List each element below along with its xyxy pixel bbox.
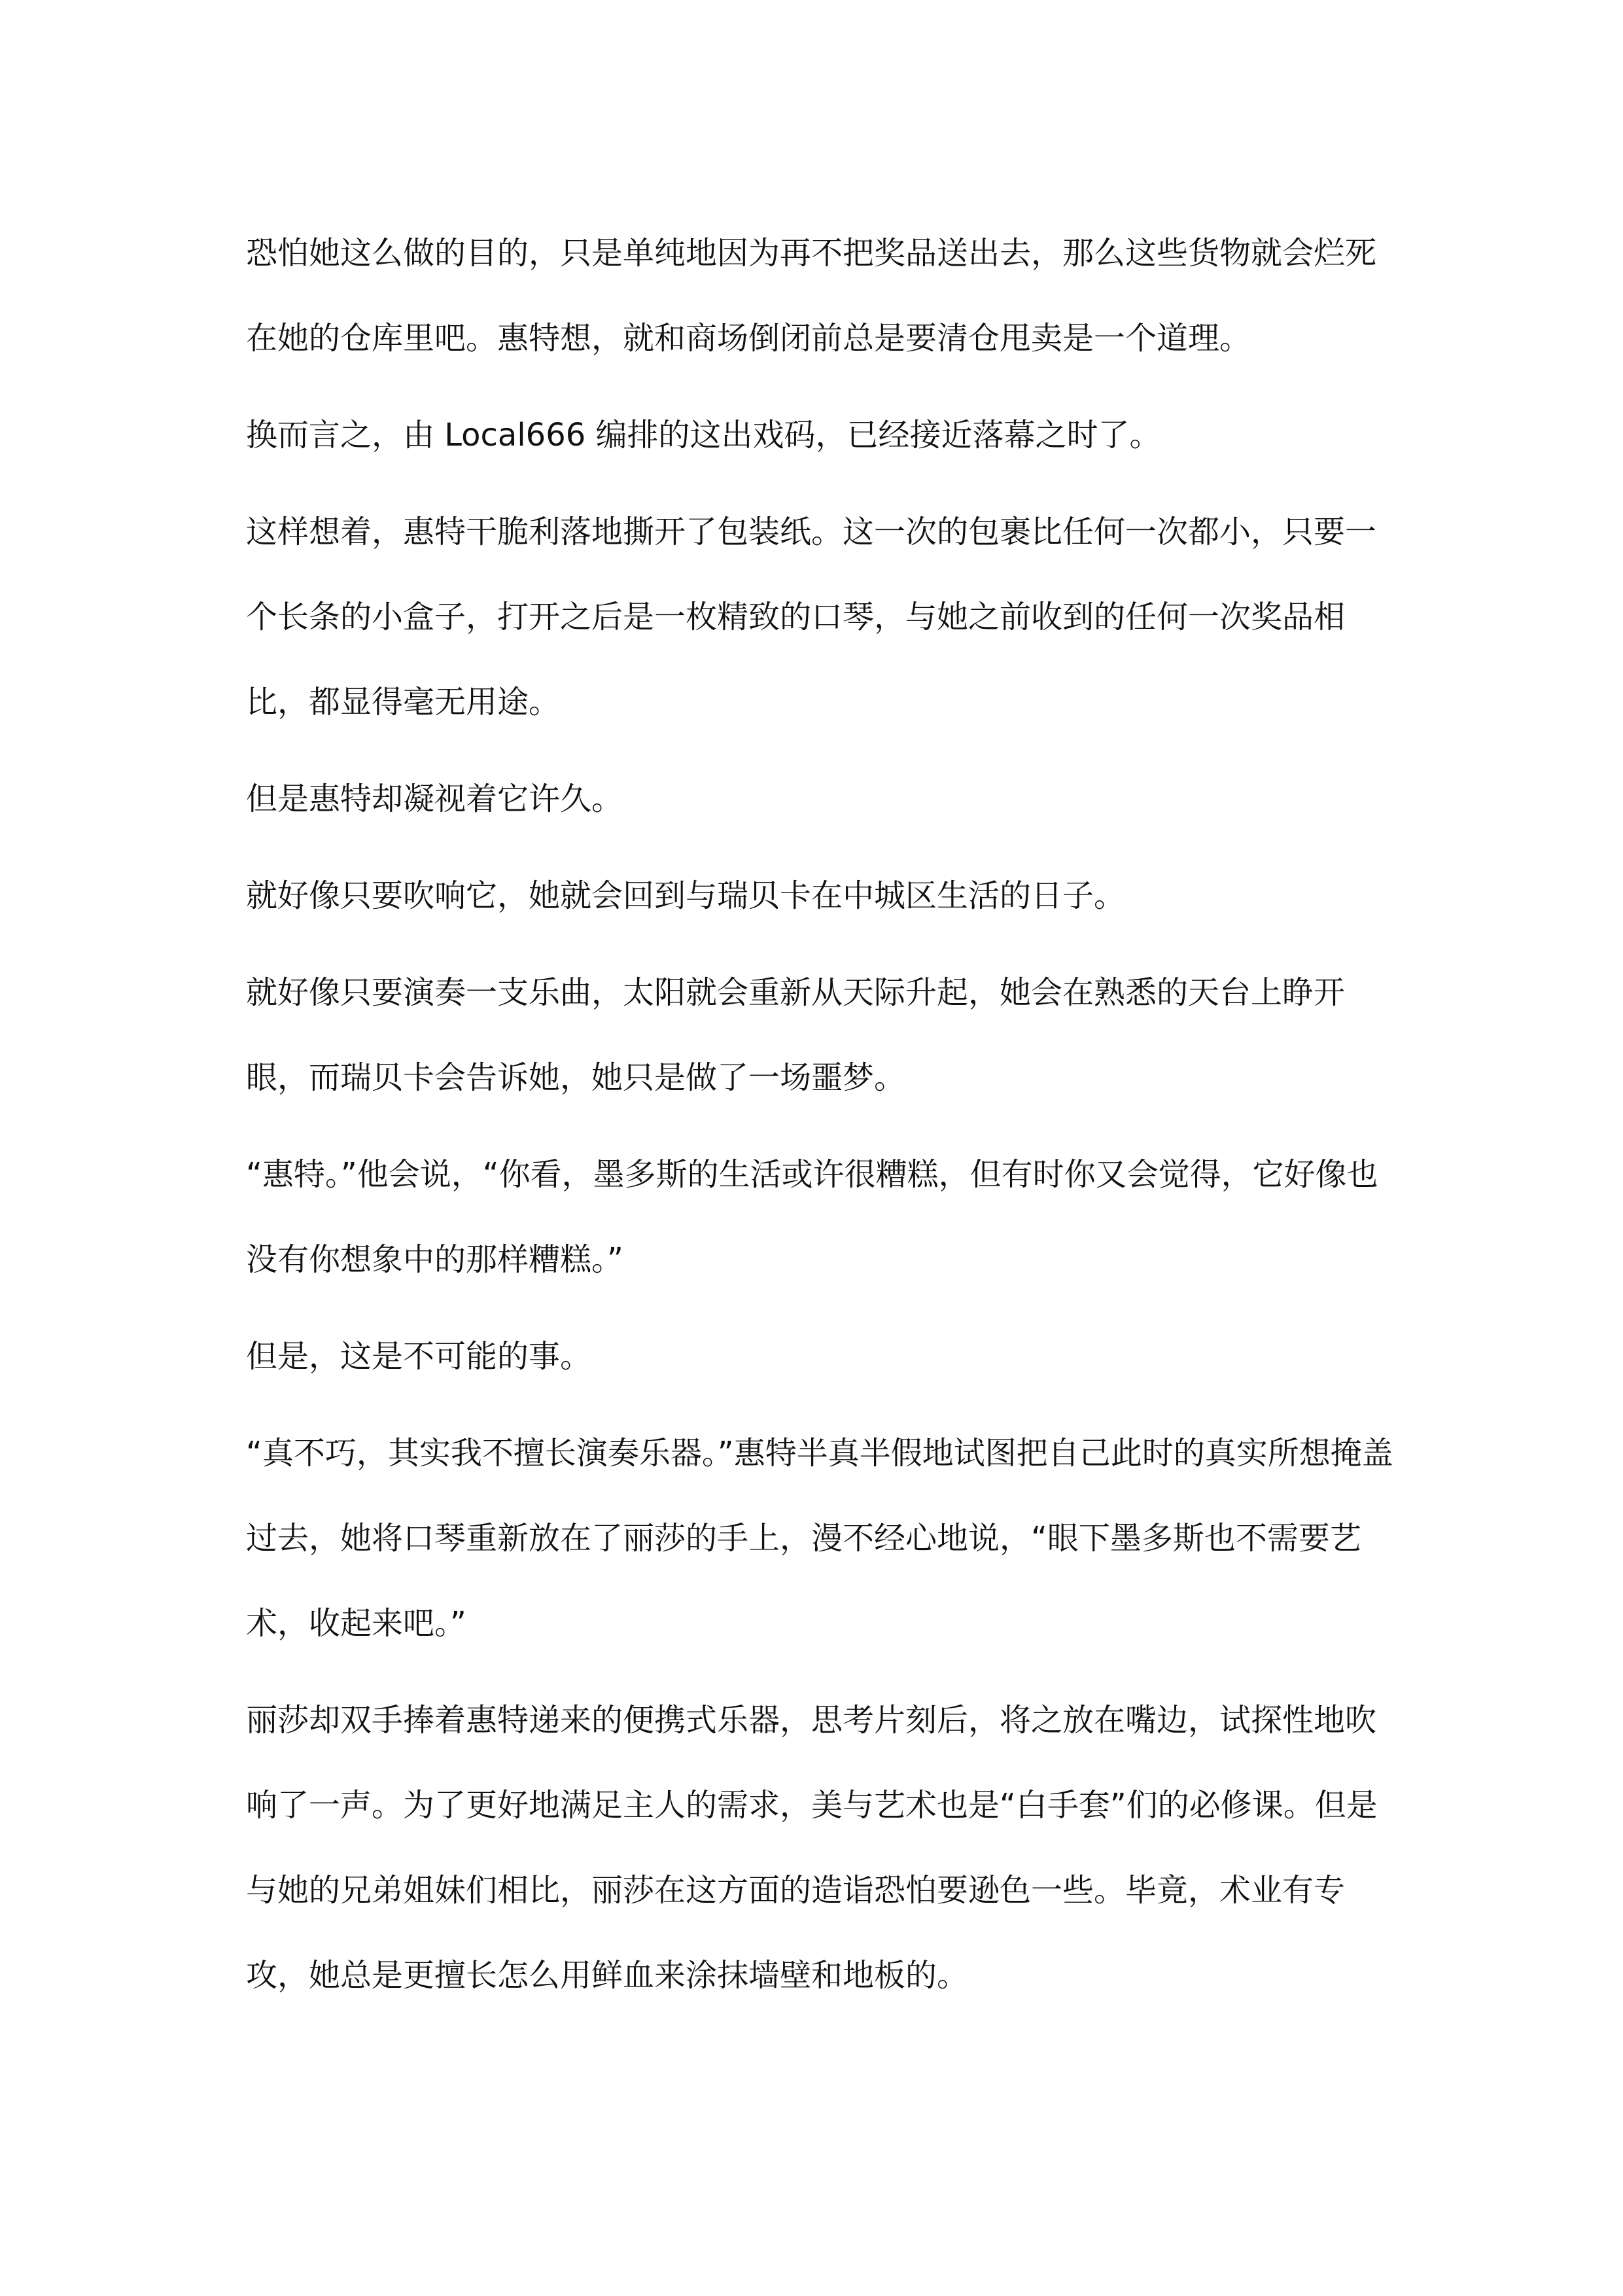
paragraph-7: “惠特。”他会说，“你看，墨多斯的生活或许很糟糕，但有时你又会觉得，它好像也没有你想象中的那样糟糕。” xyxy=(246,1156,1378,1278)
paragraph-9: “真不巧，其实我不擅长演奏乐器。”惠特半真半假地试图把自己此时的真实所想掩盖过去，她将口琴重新放在了丽莎的手上，漫不经心地说，“眼下墨多斯也不需要艺术，收起来吧。” xyxy=(246,1435,1393,1642)
paragraph-3: 这样想着，惠特干脆利落地撕开了包装纸。这一次的包裹比任何一次都小，只要一个长条的小盒子，打开之后是一枚精致的口琴，与她之前收到的任何一次奖品相比，都显得毫无用途。 xyxy=(246,514,1377,720)
paragraph-6: 就好像只要演奏一支乐曲，太阳就会重新从天际升起，她会在熟悉的天台上睁开眼，而瑞贝卡会告诉她，她只是做了一场噩梦。 xyxy=(246,974,1346,1096)
paragraph-2: 换而言之，由 Local666 编排的这出戏码，已经接近落幕之时了。 xyxy=(246,417,1161,453)
body-text xyxy=(246,211,1397,2018)
paragraph-1: 恐怕她这么做的目的，只是单纯地因为再不把奖品送出去，那么这些货物就会烂死在她的仓库里吧。惠特想，就和商场倒闭前总是要清仓甩卖是一个道理。 xyxy=(246,235,1377,357)
paragraph-4: 但是惠特却凝视着它许久。 xyxy=(246,781,623,817)
paragraph-8: 但是，这是不可能的事。 xyxy=(246,1338,592,1375)
paragraph-10: 丽莎却双手捧着惠特递来的便携式乐器，思考片刻后，将之放在嘴边，试探性地吹响了一声。为了更好地满足主人的需求，美与艺术也是“白手套”们的必修课。但是与她的兄弟姐妹们相比，丽莎在这方面的造诣恐怕要逊色一些。毕竟，术业有专攻，她总是更擅长怎么用鲜血来涂抹墙壁和地板的。 xyxy=(246,1702,1378,1994)
paragraph-5: 就好像只要吹响它，她就会回到与瑞贝卡在中城区生活的日子。 xyxy=(246,877,1126,914)
